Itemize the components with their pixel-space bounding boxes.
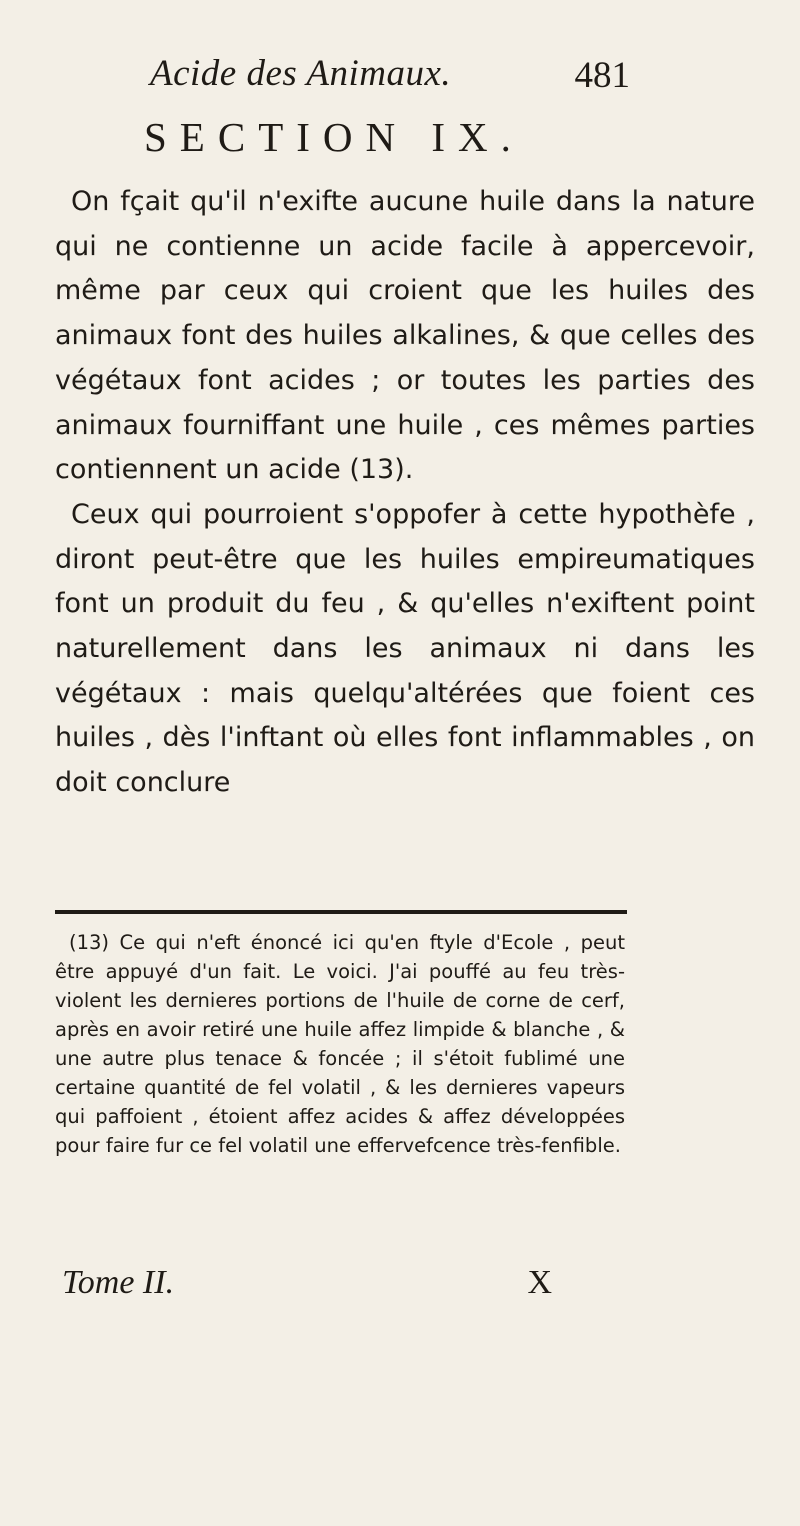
volume-label: Tome II. xyxy=(62,1264,175,1301)
footnote xyxy=(55,928,625,1160)
footnote-rule xyxy=(55,910,627,914)
paragraph: On fçait qu'il n'exifte aucune huile dans la nature qui ne contienne un acide facile à appercevoir, même par ceux qui croient que les huiles des animaux font des huiles alkalines, & que celles des végétaux font acides ; or toutes les parties des animaux fourniffant une huile , ces mêmes parties contiennent un acide (13). xyxy=(55,186,755,486)
signature-mark: X xyxy=(527,1264,552,1301)
page-footer xyxy=(62,1264,552,1304)
page-number: 481 xyxy=(574,55,630,96)
running-head-title: Acide des Animaux. xyxy=(150,53,452,94)
body-text xyxy=(55,180,755,806)
paragraph: Ceux qui pourroient s'oppofer à cette hypothèfe , diront peut-être que les huiles empireumatiques font un produit du feu , & qu'elles n'exiftent point naturellement dans les animaux ni dans les végétaux : mais quelqu'altérées que foient ces huiles , dès l'inftant où elles font inflammables , on doit conclure xyxy=(55,498,755,799)
footnote-text: (13) Ce qui n'eft énoncé ici qu'en ftyle d'Ecole , peut être appuyé d'un fait. Le voici. J'ai pouffé au feu très-violent les dernieres portions de l'huile de corne de cerf, après en avoir retiré une huile affez limpide & blanche , & une autre plus tenace & foncée ; il s'étoit fublimé une certaine quantité de fel volatil , & les dernieres vapeurs qui paffoient , étoient affez acides & affez développées pour faire fur ce fel volatil une effervefcence très-fenfible. xyxy=(55,931,625,1157)
section-heading: SECTION IX. xyxy=(144,114,524,160)
running-head xyxy=(150,52,630,100)
